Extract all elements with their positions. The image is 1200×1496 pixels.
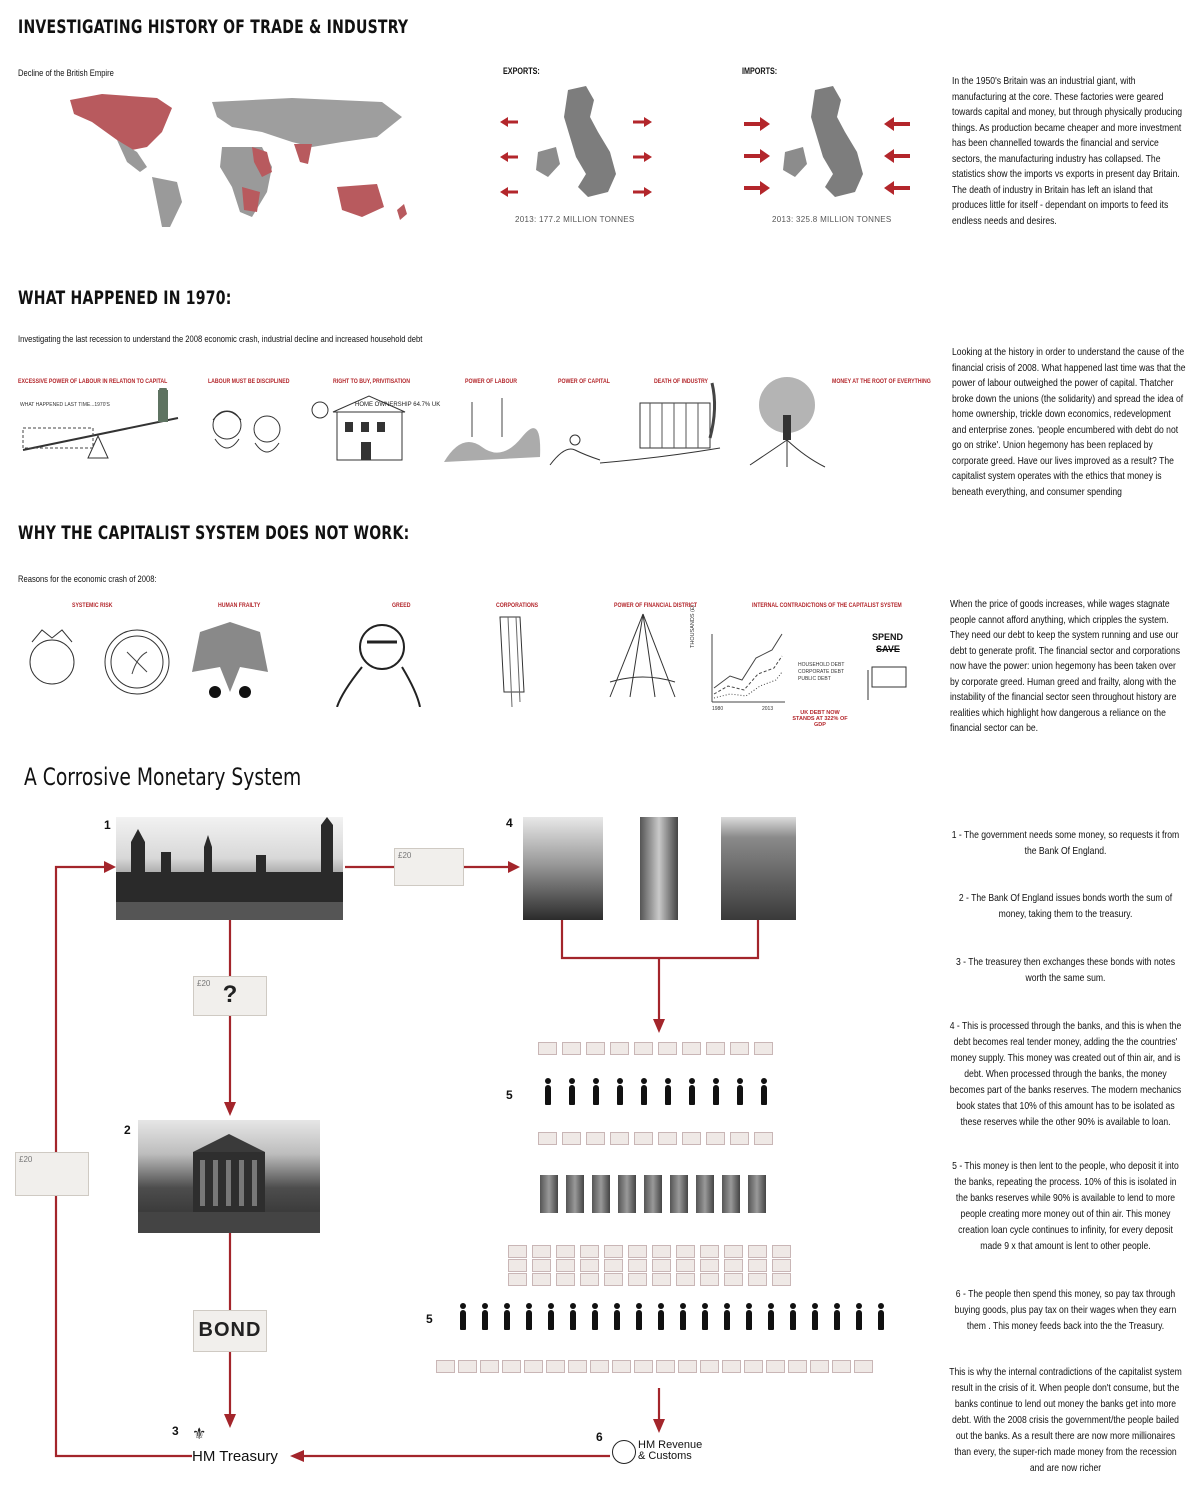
person-silhouette-icon — [460, 1310, 466, 1330]
banknote-icon — [562, 1132, 581, 1145]
person-silhouette-icon — [856, 1310, 862, 1330]
banknote-icon — [854, 1360, 873, 1373]
person-silhouette-icon — [746, 1310, 752, 1330]
banknote-icon — [538, 1132, 557, 1145]
panel-label-financial-district: POWER OF FINANCIAL DISTRICT — [614, 602, 698, 609]
banknote-icon — [508, 1245, 527, 1258]
banknote-icon — [458, 1360, 477, 1373]
banknote-icon — [748, 1245, 767, 1258]
banknote-icon — [556, 1245, 575, 1258]
banknote-icon — [628, 1259, 647, 1272]
banknote-icon — [730, 1042, 749, 1055]
banknote-image-a — [394, 848, 464, 886]
banknote-icon — [580, 1259, 599, 1272]
banknote-icon — [700, 1245, 719, 1258]
banknote-icon — [652, 1259, 671, 1272]
hmrc-label-line1: HM Revenue — [638, 1439, 703, 1451]
person-silhouette-icon — [680, 1310, 686, 1330]
section1-title: INVESTIGATING HISTORY OF TRADE & INDUSTRY — [18, 16, 409, 38]
what-happened-text: WHAT HAPPENED LAST TIME...1970'S — [20, 402, 110, 408]
banknote-icon — [502, 1360, 521, 1373]
banknote-icon — [748, 1273, 767, 1286]
bank-building-icon — [696, 1175, 714, 1213]
save-text: SAVE — [876, 644, 900, 654]
person-silhouette-icon — [593, 1085, 599, 1105]
bank-tower-photo-3 — [721, 817, 796, 920]
banknote-icon — [788, 1360, 807, 1373]
person-silhouette-icon — [790, 1310, 796, 1330]
step-number-6: 6 — [596, 1430, 603, 1444]
banknote-icon — [610, 1132, 629, 1145]
banknote-icon — [480, 1360, 499, 1373]
banknote-icon — [580, 1273, 599, 1286]
person-silhouette-icon — [665, 1085, 671, 1105]
section3-paragraph: When the price of goods increases, while wages stagnate people cannot afford anything, which cripples the system. They need our debt to keep the system running and use our debt to generate profit. The financial sector and corporations now have the power: union hegemony has been taken over by corporate greed. Human greed and frailty, along with the instability of the financial sector seen throughout history are realities which highlight how dangerous a reliance on the financial sector can be. — [950, 598, 1181, 734]
banknote-icon — [532, 1273, 551, 1286]
imports-label: IMPORTS: — [742, 66, 778, 76]
bank-building-icon — [566, 1175, 584, 1213]
panel-label-excessive-power: EXCESSIVE POWER OF LABOUR IN RELATION TO CAPITAL — [18, 378, 168, 385]
step-number-5b: 5 — [426, 1312, 433, 1326]
map-label: Decline of the British Empire — [18, 68, 114, 79]
bank-building-icon — [722, 1175, 740, 1213]
banknote-label-loop: £20 — [19, 1155, 33, 1164]
banknote-icon — [546, 1360, 565, 1373]
person-silhouette-icon — [570, 1310, 576, 1330]
banknote-icon — [724, 1245, 743, 1258]
person-silhouette-icon — [761, 1085, 767, 1105]
banknote-icon — [652, 1273, 671, 1286]
exports-label: EXPORTS: — [503, 66, 540, 76]
bank-building-icon — [644, 1175, 662, 1213]
banknote-icon — [508, 1259, 527, 1272]
person-silhouette-icon — [689, 1085, 695, 1105]
step-number-3: 3 — [172, 1424, 179, 1438]
bank-tower-photo-2 — [640, 817, 678, 920]
person-silhouette-icon — [724, 1310, 730, 1330]
banknote-icon — [604, 1245, 623, 1258]
step-number-5a: 5 — [506, 1088, 513, 1102]
banknote-icon — [700, 1360, 719, 1373]
banknote-icon — [744, 1360, 763, 1373]
panel-label-greed: GREED — [392, 602, 411, 609]
banknote-icon — [604, 1273, 623, 1286]
person-silhouette-icon — [614, 1310, 620, 1330]
person-silhouette-icon — [834, 1310, 840, 1330]
parliament-photo — [116, 817, 343, 920]
section1-paragraph: In the 1950's Britain was an industrial giant, with manufacturing at the core. These factories were geared towards capital and money, but through physically producing things. As production became cheaper and more investment has been channelled towards the financial and service sectors, the manufacturing industry has collapsed. The statistics show the imports vs exports in present day Britain. The death of industry in Britain has left an island that produces little for itself - dependant on imports to feed its endless needs and desires. — [952, 75, 1183, 227]
step-text-conclusion: This is why the internal contradictions of the capitalist system result in the crisis of it. When people don't consume, but the banks continue to lend out money the banks get into more debt. With the 2008 crisis the government/the people bailed out the banks. As a result there are now more millionaires than every, the super-rich made money from the recession and are now richer — [949, 1366, 1182, 1474]
person-silhouette-icon — [526, 1310, 532, 1330]
banknote-icon — [682, 1132, 701, 1145]
banknote-icon — [612, 1360, 631, 1373]
banknote-icon — [676, 1259, 695, 1272]
question-mark: ? — [222, 981, 238, 1008]
panel-label-death-of-industry: DEATH OF INDUSTRY — [654, 378, 709, 385]
person-silhouette-icon — [482, 1310, 488, 1330]
banknote-icon — [628, 1245, 647, 1258]
chart-ylabel: THOUSANDS (£) — [690, 605, 696, 648]
hm-treasury-crest: ⚜ — [192, 1426, 207, 1443]
hmrc-label-line2: & Customs — [638, 1450, 692, 1462]
section2-paragraph: Looking at the history in order to understand the cause of the financial crisis of 2008. What happened last time was that the power of labour outweighed the power of capital. Thatcher broke down the unions (the solidarity) and spread the idea of home ownership, trickle down economics, redevelopment and enterprise zones. 'people encumbered with debt do not go on strike'. Union hegemony has been replaced by corporate greed. Have our lives improved as a result? The capitalist system operates with the ethics that money is beneath everything, and consumer spending — [952, 346, 1186, 498]
banknote-icon — [634, 1042, 653, 1055]
banknote-icon — [604, 1259, 623, 1272]
banknote-icon — [722, 1360, 741, 1373]
person-silhouette-icon — [878, 1310, 884, 1330]
step-text-6: 6 - The people then spend this money, so pay tax through buying goods, plus pay tax on their wages when they earn them . This money feeds back into the the Treasury. — [954, 1288, 1177, 1332]
step-text-1: 1 - The government needs some money, so requests it from the Bank Of England. — [951, 829, 1180, 857]
banknote-icon — [634, 1132, 653, 1145]
banknote-icon — [724, 1259, 743, 1272]
person-silhouette-icon — [636, 1310, 642, 1330]
panel-label-right-to-buy: RIGHT TO BUY, PRIVITISATION — [333, 378, 410, 385]
banknote-icon — [700, 1273, 719, 1286]
home-ownership-text: HOME OWNERSHIP 64.7% UK — [355, 402, 441, 408]
banknote-icon — [678, 1360, 697, 1373]
banknote-icon — [556, 1273, 575, 1286]
banknote-icon — [628, 1273, 647, 1286]
person-silhouette-icon — [548, 1310, 554, 1330]
person-silhouette-icon — [737, 1085, 743, 1105]
step-number-2: 2 — [124, 1123, 131, 1137]
chart-year-start: 1980 — [712, 706, 724, 712]
banknote-icon — [832, 1360, 851, 1373]
legend-corporate-debt: CORPORATE DEBT — [798, 669, 845, 675]
banknote-icon — [700, 1259, 719, 1272]
person-silhouette-icon — [545, 1085, 551, 1105]
panel-label-corporations: CORPORATIONS — [496, 602, 539, 609]
banknote-label-q: £20 — [197, 979, 211, 988]
hm-treasury-label: HM Treasury — [192, 1448, 278, 1465]
banknote-icon — [658, 1132, 677, 1145]
banknote-icon — [436, 1360, 455, 1373]
bond-text: BOND — [198, 1319, 262, 1341]
legend-public-debt: PUBLIC DEBT — [798, 676, 831, 682]
person-silhouette-icon — [504, 1310, 510, 1330]
banknote-icon — [532, 1259, 551, 1272]
banknote-label-a: £20 — [398, 851, 412, 860]
banknote-icon — [562, 1042, 581, 1055]
banknote-icon — [754, 1042, 773, 1055]
bank-of-england-photo — [138, 1120, 320, 1233]
person-silhouette-icon — [702, 1310, 708, 1330]
panel-label-money-root: MONEY AT THE ROOT OF EVERYTHING — [832, 378, 931, 385]
banknote-icon — [748, 1259, 767, 1272]
banknote-icon — [676, 1245, 695, 1258]
bank-building-icon — [670, 1175, 688, 1213]
banknote-icon — [810, 1360, 829, 1373]
banknote-icon — [730, 1132, 749, 1145]
section4-title: A Corrosive Monetary System — [24, 763, 302, 791]
banknote-icon — [538, 1042, 557, 1055]
panel-label-power-of-capital: POWER OF CAPITAL — [558, 378, 610, 385]
banknote-icon — [532, 1245, 551, 1258]
banknote-icon — [586, 1042, 605, 1055]
step-text-5: 5 - This money is then lent to the people, who deposit it into the banks, repeating the process. 10% of this is isolated in the banks reserves while 90% is available to lend to more people creating more money out of thin air. This money creation loan cycle continues to infinity, for every deposit made 9 x that amount is lent to other people. — [952, 1160, 1179, 1252]
banknote-icon — [634, 1360, 653, 1373]
bond-note — [193, 1310, 267, 1352]
bank-building-icon — [592, 1175, 610, 1213]
person-silhouette-icon — [592, 1310, 598, 1330]
chart-year-end: 2013 — [762, 706, 774, 712]
banknote-icon — [676, 1273, 695, 1286]
banknote-icon — [754, 1132, 773, 1145]
section3-title: WHY THE CAPITALIST SYSTEM DOES NOT WORK: — [18, 522, 410, 544]
hmrc-crest — [612, 1440, 636, 1464]
banknote-icon — [658, 1042, 677, 1055]
section3-subtitle: Reasons for the economic crash of 2008: — [18, 574, 157, 585]
person-silhouette-icon — [617, 1085, 623, 1105]
banknote-icon — [682, 1042, 701, 1055]
panel-label-systemic-risk: SYSTEMIC RISK — [72, 602, 113, 609]
panel-label-labour-disciplined: LABOUR MUST BE DISCIPLINED — [208, 378, 290, 385]
step-text-2: 2 - The Bank Of England issues bonds worth the sum of money, taking them to the treasury. — [958, 892, 1173, 920]
chart-note: UK DEBT NOW STANDS AT 322% OF GDP — [792, 710, 848, 728]
person-silhouette-icon — [569, 1085, 575, 1105]
banknote-icon — [524, 1360, 543, 1373]
banknote-icon — [772, 1259, 791, 1272]
banknote-image-loop — [15, 1152, 89, 1196]
panel-label-human-frailty: HUMAN FRAILTY — [218, 602, 261, 609]
banknote-icon — [590, 1360, 609, 1373]
imports-caption: 2013: 325.8 MILLION TONNES — [772, 215, 892, 224]
banknote-icon — [706, 1132, 725, 1145]
banknote-icon — [772, 1273, 791, 1286]
step-number-1: 1 — [104, 818, 111, 832]
section2-title: WHAT HAPPENED IN 1970: — [18, 287, 232, 309]
spend-text: SPEND — [872, 632, 904, 642]
banknote-icon — [586, 1132, 605, 1145]
person-silhouette-icon — [713, 1085, 719, 1105]
section2-subtitle: Investigating the last recession to understand the 2008 economic crash, industrial decline and increased household debt — [18, 334, 423, 345]
legend-household-debt: HOUSEHOLD DEBT — [798, 662, 845, 668]
banknote-icon — [610, 1042, 629, 1055]
bank-tower-photo-1 — [523, 817, 603, 920]
banknote-icon — [706, 1042, 725, 1055]
step-number-4: 4 — [506, 816, 513, 830]
banknote-icon — [580, 1245, 599, 1258]
panel-label-internal-contradictions: INTERNAL CONTRADICTIONS OF THE CAPITALIST SYSTEM — [752, 602, 902, 609]
panel-label-power-of-labour: POWER OF LABOUR — [465, 378, 517, 385]
banknote-icon — [772, 1245, 791, 1258]
bank-building-icon — [618, 1175, 636, 1213]
step-text-3: 3 - The treasurey then exchanges these bonds with notes worth the same sum. — [955, 956, 1176, 984]
person-silhouette-icon — [768, 1310, 774, 1330]
banknote-question — [193, 976, 267, 1016]
banknote-icon — [766, 1360, 785, 1373]
banknote-icon — [652, 1245, 671, 1258]
banknote-icon — [568, 1360, 587, 1373]
person-silhouette-icon — [641, 1085, 647, 1105]
banknote-icon — [508, 1273, 527, 1286]
bank-building-icon — [748, 1175, 766, 1213]
step-text-4: 4 - This is processed through the banks, and this is when the debt becomes real tender money, adding the the countries' money supply. This money was created out of thin air, and is debt. When processed through the banks, the money becomes part of the banks reserves. The modern mechanics book states that 10% of this amount has to be isolated as these reserves while the other 90% is available to loan. — [949, 1020, 1182, 1128]
banknote-icon — [656, 1360, 675, 1373]
banknote-icon — [556, 1259, 575, 1272]
banknote-icon — [724, 1273, 743, 1286]
bank-building-icon — [540, 1175, 558, 1213]
person-silhouette-icon — [812, 1310, 818, 1330]
exports-caption: 2013: 177.2 MILLION TONNES — [515, 215, 635, 224]
person-silhouette-icon — [658, 1310, 664, 1330]
